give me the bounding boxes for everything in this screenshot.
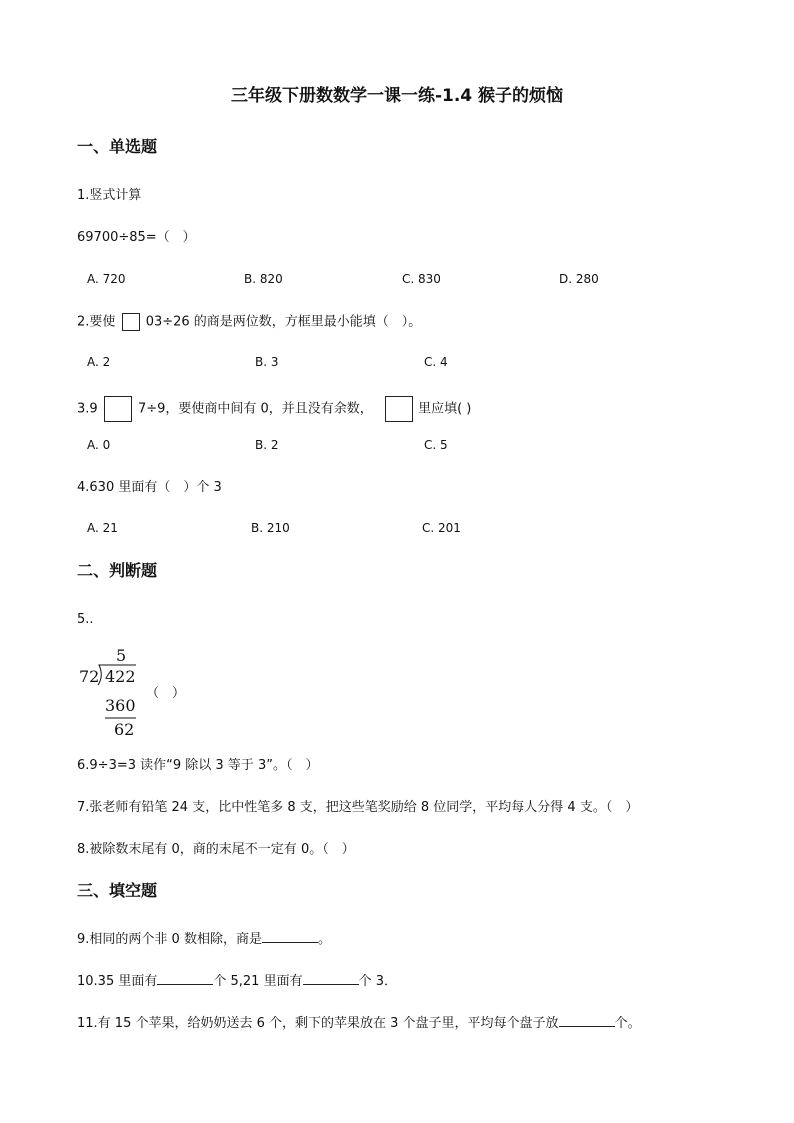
question-2-option-c: C. 4 <box>424 355 448 369</box>
question-2-suffix: 03÷26 的商是两位数，方框里最小能填（ ）。 <box>145 314 422 330</box>
question-1-option-a: A. 720 <box>87 272 126 286</box>
long-division <box>76 644 146 740</box>
question-6-text: 6.9÷3=3 读作“9 除以 3 等于 3”。（ ） <box>77 758 319 773</box>
question-11-prefix: 11.有 15 个苹果，给奶奶送去 6 个，剩下的苹果放在 3 个盘子里，平均每个盘子放 <box>77 1016 559 1031</box>
section-heading-fill-blank: 三、填空题 <box>77 881 158 900</box>
question-1-option-c: C. 830 <box>402 272 441 286</box>
section-heading-true-false: 二、判断题 <box>77 561 158 580</box>
question-4-option-c: C. 201 <box>422 521 461 535</box>
division-product: 360 <box>105 696 136 715</box>
question-3-option-a: A. 0 <box>87 438 111 452</box>
question-1-option-b: B. 820 <box>244 272 283 286</box>
page-title: 三年级下册数数学一课一练-1.4 猴子的烦恼 <box>230 86 564 106</box>
question-2-prefix: 2.要使 <box>77 314 116 330</box>
question-3-middle: 7÷9，要使商中间有 0，并且没有余数， <box>137 401 373 417</box>
question-2-text <box>77 313 421 331</box>
question-4-option-a: A. 21 <box>87 521 118 535</box>
question-7-text: 7.张老师有铅笔 24 支，比中性笔多 8 支，把这些笔奖励给 8 位同学，平均每人分得 4 支。（ ） <box>77 800 639 815</box>
answer-box <box>104 396 132 422</box>
division-remainder: 62 <box>114 720 135 739</box>
answer-blank <box>157 984 213 985</box>
question-11-text <box>77 1016 641 1032</box>
question-9-text <box>77 932 331 948</box>
question-2-option-a: A. 2 <box>87 355 111 369</box>
question-10-text <box>77 974 397 990</box>
question-3-prefix: 3.9 <box>77 401 98 417</box>
question-5-text: 5.. <box>77 612 94 627</box>
question-3-text <box>77 396 471 422</box>
answer-blank <box>559 1026 615 1027</box>
question-9-prefix: 9.相同的两个非 0 数相除，商是 <box>77 932 262 947</box>
answer-box <box>385 396 413 422</box>
question-10-part-a: 10.35 里面有 <box>77 974 158 989</box>
division-quotient: 5 <box>116 646 127 665</box>
question-2-option-b: B. 3 <box>255 355 279 369</box>
question-1-expression: 69700÷85=（ ） <box>77 230 196 245</box>
question-1-option-d: D. 280 <box>559 272 599 286</box>
division-bracket <box>76 644 146 740</box>
question-1-text: 1.竖式计算 <box>77 188 142 203</box>
question-9-suffix: 。 <box>317 932 331 947</box>
answer-blank <box>303 984 359 985</box>
question-11-suffix: 个。 <box>614 1016 641 1031</box>
division-divisor: 72 <box>79 667 100 686</box>
question-4-text: 4.630 里面有（ ）个 3 <box>77 480 222 495</box>
answer-box <box>122 313 140 331</box>
question-3-option-c: C. 5 <box>424 438 448 452</box>
question-3-option-b: B. 2 <box>255 438 279 452</box>
question-10-part-c: 个 3． <box>358 974 397 989</box>
division-dividend: 422 <box>105 667 136 686</box>
question-10-part-b: 个 5,21 里面有 <box>213 974 303 989</box>
question-8-text: 8.被除数末尾有 0，商的末尾不一定有 0。（ ） <box>77 842 355 857</box>
question-3-suffix: 里应填( ) <box>418 401 472 417</box>
question-4-option-b: B. 210 <box>251 521 290 535</box>
answer-blank <box>262 942 318 943</box>
question-5-paren: （ ） <box>146 686 186 701</box>
section-heading-single-choice: 一、单选题 <box>77 137 158 156</box>
